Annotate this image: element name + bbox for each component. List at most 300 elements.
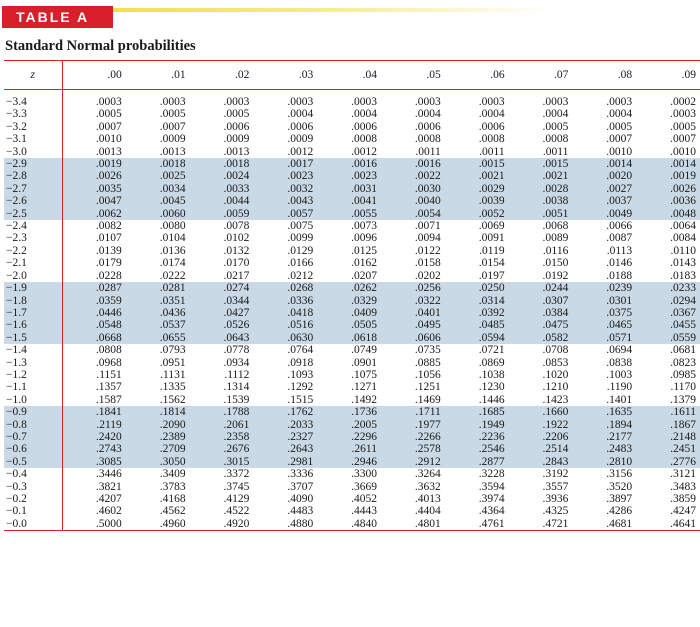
probability-cell: .0011 bbox=[415, 145, 441, 158]
probability-cell: .0708 bbox=[542, 344, 569, 357]
probability-cell: .0062 bbox=[62, 208, 126, 220]
probability-table-container bbox=[4, 60, 700, 531]
probability-cell: .0367 bbox=[636, 307, 700, 319]
probability-cell: .0174 bbox=[159, 257, 186, 270]
probability-cell: .1922 bbox=[509, 419, 573, 431]
probability-cell: .0749 bbox=[351, 344, 377, 357]
probability-cell: .1788 bbox=[190, 406, 254, 418]
table-row bbox=[4, 518, 700, 530]
probability-cell: .1038 bbox=[478, 368, 505, 381]
probability-cell: .0016 bbox=[381, 158, 445, 170]
table-row bbox=[4, 108, 700, 120]
standard-normal-table bbox=[4, 61, 700, 530]
probability-cell: .0934 bbox=[223, 356, 250, 369]
probability-cell: .0202 bbox=[414, 269, 441, 282]
z-value-cell: −0.5 bbox=[4, 456, 62, 468]
probability-cell: .0019 bbox=[636, 170, 700, 182]
probability-cell: .0721 bbox=[478, 344, 505, 357]
probability-cell: .4325 bbox=[542, 505, 569, 518]
probability-cell: .0505 bbox=[317, 319, 381, 331]
column-header: .06 bbox=[445, 61, 509, 90]
probability-cell: .1379 bbox=[670, 393, 696, 406]
probability-cell: .0606 bbox=[381, 332, 445, 344]
probability-cell: .0233 bbox=[636, 282, 700, 294]
probability-cell: .0918 bbox=[287, 356, 314, 369]
probability-cell: .1210 bbox=[542, 381, 569, 394]
probability-cell: .0011 bbox=[542, 145, 569, 158]
probability-cell: .0004 bbox=[287, 108, 314, 121]
probability-cell: .4364 bbox=[478, 505, 505, 518]
probability-cell: .0537 bbox=[126, 319, 190, 331]
probability-cell: .0004 bbox=[542, 108, 569, 121]
probability-cell: .2389 bbox=[126, 431, 190, 443]
probability-cell: .0022 bbox=[381, 170, 445, 182]
probability-cell: .0465 bbox=[572, 319, 636, 331]
probability-cell: .3897 bbox=[606, 493, 633, 505]
table-tag: TABLE A bbox=[2, 6, 113, 28]
probability-cell: .0006 bbox=[287, 120, 314, 133]
probability-cell: .2546 bbox=[445, 443, 509, 455]
probability-cell: .0694 bbox=[606, 344, 633, 357]
table-row bbox=[4, 468, 700, 480]
probability-cell: .0006 bbox=[223, 120, 250, 133]
probability-cell: .4286 bbox=[606, 505, 633, 518]
probability-cell: .0051 bbox=[509, 208, 573, 220]
probability-cell: .5000 bbox=[95, 517, 122, 530]
probability-cell: .3015 bbox=[190, 456, 254, 468]
probability-cell: .0031 bbox=[317, 183, 381, 195]
z-value-cell: −0.0 bbox=[4, 518, 62, 530]
probability-cell: .0162 bbox=[351, 257, 377, 270]
probability-cell: .3483 bbox=[670, 480, 696, 493]
probability-cell: .2206 bbox=[509, 431, 573, 443]
z-value-cell: −1.8 bbox=[4, 295, 62, 307]
probability-cell: .0008 bbox=[542, 133, 569, 146]
probability-cell: .0968 bbox=[95, 356, 122, 369]
probability-cell: .0008 bbox=[414, 133, 441, 146]
z-value-cell: −3.2 bbox=[4, 121, 62, 133]
table-row bbox=[4, 208, 700, 220]
probability-cell: .0146 bbox=[606, 257, 633, 270]
probability-cell: .0375 bbox=[572, 307, 636, 319]
probability-cell: .3446 bbox=[95, 468, 122, 481]
probability-cell: .0078 bbox=[223, 220, 250, 233]
probability-cell: .2912 bbox=[381, 456, 445, 468]
probability-cell: .0021 bbox=[445, 170, 509, 182]
probability-cell: .0005 bbox=[670, 120, 696, 133]
probability-cell: .0059 bbox=[190, 208, 254, 220]
column-header: .03 bbox=[253, 61, 317, 90]
probability-cell: .0011 bbox=[479, 145, 505, 158]
probability-cell: .0222 bbox=[159, 269, 186, 282]
table-row bbox=[4, 146, 700, 158]
probability-cell: .0102 bbox=[223, 232, 250, 245]
probability-cell: .2148 bbox=[636, 431, 700, 443]
table-row bbox=[4, 232, 700, 244]
probability-cell: .1335 bbox=[159, 381, 186, 394]
probability-cell: .0071 bbox=[414, 220, 441, 233]
probability-cell: .2033 bbox=[253, 419, 317, 431]
probability-cell: .0436 bbox=[126, 307, 190, 319]
probability-cell: .2709 bbox=[126, 443, 190, 455]
probability-cell: .4090 bbox=[287, 493, 314, 505]
column-header: .02 bbox=[190, 61, 254, 90]
probability-cell: .0043 bbox=[253, 195, 317, 207]
probability-cell: .2578 bbox=[381, 443, 445, 455]
table-row bbox=[4, 158, 700, 170]
probability-cell: .0015 bbox=[509, 158, 573, 170]
probability-cell: .0401 bbox=[381, 307, 445, 319]
probability-cell: .3632 bbox=[414, 480, 441, 493]
table-row bbox=[4, 183, 700, 195]
probability-cell: .2611 bbox=[317, 443, 381, 455]
probability-cell: .0618 bbox=[317, 332, 381, 344]
probability-cell: .0004 bbox=[606, 108, 633, 121]
probability-cell: .0207 bbox=[351, 269, 377, 282]
column-header: .09 bbox=[636, 61, 700, 90]
probability-cell: .4483 bbox=[287, 505, 314, 518]
probability-cell: .0344 bbox=[190, 295, 254, 307]
probability-cell: .0418 bbox=[253, 307, 317, 319]
probability-cell: .0064 bbox=[670, 220, 696, 233]
probability-cell: .1949 bbox=[445, 419, 509, 431]
probability-cell: .0143 bbox=[670, 257, 696, 270]
table-row bbox=[4, 406, 700, 418]
probability-cell: .0015 bbox=[445, 158, 509, 170]
probability-cell: .0007 bbox=[670, 133, 696, 146]
z-value-cell: −2.4 bbox=[4, 220, 62, 232]
z-value-cell: −1.3 bbox=[4, 357, 62, 369]
probability-cell: .3300 bbox=[351, 468, 377, 481]
probability-cell: .0110 bbox=[670, 244, 696, 257]
probability-cell: .0446 bbox=[62, 307, 126, 319]
probability-cell: .0003 bbox=[414, 96, 441, 108]
probability-cell: .2676 bbox=[190, 443, 254, 455]
table-row bbox=[4, 357, 700, 369]
probability-cell: .0013 bbox=[223, 145, 250, 158]
probability-cell: .2358 bbox=[190, 431, 254, 443]
probability-cell: .3821 bbox=[95, 480, 122, 493]
z-value-cell: −1.5 bbox=[4, 332, 62, 344]
probability-cell: .3707 bbox=[287, 480, 314, 493]
z-value-cell: −2.5 bbox=[4, 208, 62, 220]
probability-cell: .0004 bbox=[414, 108, 441, 121]
probability-cell: .0287 bbox=[62, 282, 126, 294]
probability-cell: .1112 bbox=[224, 368, 250, 381]
probability-cell: .0951 bbox=[159, 356, 186, 369]
probability-cell: .1003 bbox=[606, 368, 633, 381]
probability-cell: .0045 bbox=[126, 195, 190, 207]
probability-cell: .0154 bbox=[478, 257, 505, 270]
probability-cell: .2776 bbox=[636, 456, 700, 468]
probability-cell: .4052 bbox=[351, 493, 377, 505]
probability-cell: .0630 bbox=[253, 332, 317, 344]
probability-cell: .3594 bbox=[478, 480, 505, 493]
probability-cell: .4207 bbox=[95, 493, 122, 505]
probability-cell: .0006 bbox=[478, 120, 505, 133]
probability-cell: .0668 bbox=[62, 332, 126, 344]
z-value-cell: −0.6 bbox=[4, 443, 62, 455]
probability-cell: .1562 bbox=[159, 393, 186, 406]
probability-cell: .2177 bbox=[572, 431, 636, 443]
probability-cell: .1357 bbox=[95, 381, 122, 394]
z-value-cell: −3.4 bbox=[4, 96, 62, 108]
probability-cell: .1841 bbox=[62, 406, 126, 418]
probability-cell: .0006 bbox=[414, 120, 441, 133]
probability-cell: .0007 bbox=[159, 120, 186, 133]
probability-cell: .0004 bbox=[351, 108, 377, 121]
table-row bbox=[4, 270, 700, 282]
probability-cell: .3085 bbox=[62, 456, 126, 468]
probability-cell: .0047 bbox=[62, 195, 126, 207]
table-row bbox=[4, 344, 700, 356]
probability-cell: .0228 bbox=[95, 269, 122, 282]
probability-cell: .0030 bbox=[381, 183, 445, 195]
probability-cell: .0158 bbox=[414, 257, 441, 270]
probability-cell: .4681 bbox=[606, 517, 633, 530]
z-value-cell: −0.7 bbox=[4, 431, 62, 443]
z-value-cell: −3.3 bbox=[4, 108, 62, 120]
probability-cell: .0853 bbox=[542, 356, 569, 369]
probability-cell: .2327 bbox=[253, 431, 317, 443]
z-value-cell: −1.7 bbox=[4, 307, 62, 319]
probability-cell: .1736 bbox=[317, 406, 381, 418]
probability-cell: .3228 bbox=[478, 468, 505, 481]
probability-cell: .0735 bbox=[414, 344, 441, 357]
probability-cell: .0096 bbox=[351, 232, 377, 245]
probability-cell: .2296 bbox=[317, 431, 381, 443]
probability-cell: .0012 bbox=[287, 145, 314, 158]
probability-cell: .3336 bbox=[287, 468, 314, 481]
probability-cell: .0009 bbox=[159, 133, 186, 146]
z-value-cell: −0.3 bbox=[4, 481, 62, 493]
z-value-cell: −2.0 bbox=[4, 270, 62, 282]
probability-cell: .1020 bbox=[542, 368, 569, 381]
probability-cell: .0778 bbox=[223, 344, 250, 357]
probability-cell: .0764 bbox=[287, 344, 314, 357]
probability-cell: .0526 bbox=[190, 319, 254, 331]
table-banner bbox=[0, 6, 700, 30]
probability-cell: .0016 bbox=[317, 158, 381, 170]
probability-cell: .4168 bbox=[159, 493, 186, 505]
probability-cell: .1492 bbox=[351, 393, 377, 406]
probability-cell: .1539 bbox=[223, 393, 250, 406]
probability-cell: .0409 bbox=[317, 307, 381, 319]
probability-cell: .2743 bbox=[62, 443, 126, 455]
probability-cell: .0170 bbox=[223, 257, 250, 270]
probability-cell: .0548 bbox=[62, 319, 126, 331]
z-value-cell: −2.1 bbox=[4, 257, 62, 269]
probability-cell: .0021 bbox=[509, 170, 573, 182]
probability-cell: .3409 bbox=[159, 468, 186, 481]
column-header: .05 bbox=[381, 61, 445, 90]
probability-cell: .0003 bbox=[351, 96, 377, 108]
probability-cell: .4840 bbox=[351, 517, 377, 530]
probability-cell: .0003 bbox=[606, 96, 633, 108]
probability-cell: .2005 bbox=[317, 419, 381, 431]
z-value-cell: −0.2 bbox=[4, 493, 62, 505]
probability-cell: .0197 bbox=[478, 269, 505, 282]
probability-cell: .0052 bbox=[445, 208, 509, 220]
probability-cell: .2119 bbox=[62, 419, 126, 431]
probability-cell: .0166 bbox=[287, 257, 314, 270]
probability-cell: .0113 bbox=[606, 244, 633, 257]
probability-cell: .3121 bbox=[670, 468, 696, 481]
probability-cell: .0013 bbox=[95, 145, 122, 158]
probability-cell: .2946 bbox=[317, 456, 381, 468]
probability-cell: .0013 bbox=[159, 145, 186, 158]
probability-cell: .0023 bbox=[317, 170, 381, 182]
probability-cell: .0122 bbox=[414, 244, 441, 257]
probability-cell: .0087 bbox=[606, 232, 633, 245]
probability-cell: .3050 bbox=[126, 456, 190, 468]
z-value-cell: −1.9 bbox=[4, 282, 62, 294]
probability-cell: .0014 bbox=[636, 158, 700, 170]
column-header: .01 bbox=[126, 61, 190, 90]
probability-cell: .0301 bbox=[572, 295, 636, 307]
probability-cell: .0485 bbox=[445, 319, 509, 331]
probability-cell: .0336 bbox=[253, 295, 317, 307]
table-row bbox=[4, 96, 700, 108]
probability-cell: .0089 bbox=[542, 232, 569, 245]
z-value-cell: −2.2 bbox=[4, 245, 62, 257]
decorative-gold-bar bbox=[113, 8, 553, 12]
z-column-header: z bbox=[4, 61, 62, 90]
probability-cell: .0073 bbox=[351, 220, 377, 233]
table-title: Standard Normal probabilities bbox=[5, 38, 196, 54]
probability-cell: .4641 bbox=[670, 517, 696, 530]
probability-cell: .0823 bbox=[670, 356, 696, 369]
probability-cell: .3859 bbox=[670, 493, 696, 505]
probability-cell: .0129 bbox=[287, 244, 314, 257]
probability-cell: .1814 bbox=[126, 406, 190, 418]
probability-cell: .0048 bbox=[636, 208, 700, 220]
probability-cell: .1423 bbox=[542, 393, 569, 406]
probability-cell: .0038 bbox=[509, 195, 573, 207]
probability-cell: .1894 bbox=[572, 419, 636, 431]
probability-cell: .0119 bbox=[479, 244, 505, 257]
probability-cell: .3520 bbox=[606, 480, 633, 493]
probability-cell: .0005 bbox=[606, 120, 633, 133]
table-row bbox=[4, 307, 700, 319]
probability-cell: .0107 bbox=[95, 232, 122, 245]
probability-cell: .2061 bbox=[190, 419, 254, 431]
probability-cell: .1075 bbox=[351, 368, 377, 381]
probability-cell: .0099 bbox=[287, 232, 314, 245]
probability-cell: .4247 bbox=[670, 505, 696, 518]
probability-cell: .0901 bbox=[351, 356, 377, 369]
probability-cell: .0192 bbox=[542, 269, 569, 282]
table-row bbox=[4, 481, 700, 493]
z-value-cell: −3.1 bbox=[4, 133, 62, 145]
probability-cell: .0003 bbox=[478, 96, 505, 108]
probability-cell: .3669 bbox=[351, 480, 377, 493]
table-row bbox=[4, 319, 700, 331]
table-body bbox=[4, 90, 700, 531]
table-row bbox=[4, 133, 700, 145]
probability-cell: .0005 bbox=[95, 108, 122, 121]
probability-cell: .0594 bbox=[445, 332, 509, 344]
probability-cell: .0655 bbox=[126, 332, 190, 344]
probability-cell: .0322 bbox=[381, 295, 445, 307]
probability-cell: .0003 bbox=[670, 108, 696, 121]
probability-cell: .0262 bbox=[317, 282, 381, 294]
probability-cell: .2483 bbox=[572, 443, 636, 455]
probability-cell: .0018 bbox=[190, 158, 254, 170]
probability-cell: .0027 bbox=[572, 183, 636, 195]
table-row bbox=[4, 195, 700, 207]
z-value-cell: −1.1 bbox=[4, 381, 62, 393]
table-row bbox=[4, 245, 700, 257]
z-value-cell: −2.8 bbox=[4, 170, 62, 182]
probability-cell: .0136 bbox=[159, 244, 186, 257]
probability-cell: .0026 bbox=[62, 170, 126, 182]
probability-cell: .0007 bbox=[606, 133, 633, 146]
probability-cell: .1711 bbox=[381, 406, 445, 418]
probability-cell: .0039 bbox=[445, 195, 509, 207]
probability-cell: .3192 bbox=[542, 468, 569, 481]
z-value-cell: −0.9 bbox=[4, 406, 62, 418]
probability-cell: .2643 bbox=[253, 443, 317, 455]
table-row bbox=[4, 220, 700, 232]
probability-cell: .1093 bbox=[287, 368, 314, 381]
probability-cell: .4761 bbox=[478, 517, 505, 530]
probability-cell: .0040 bbox=[381, 195, 445, 207]
probability-cell: .0082 bbox=[95, 220, 122, 233]
probability-cell: .0014 bbox=[572, 158, 636, 170]
probability-cell: .4443 bbox=[351, 505, 377, 518]
probability-cell: .0475 bbox=[509, 319, 573, 331]
probability-cell: .0024 bbox=[190, 170, 254, 182]
z-value-cell: −0.4 bbox=[4, 468, 62, 480]
probability-cell: .0217 bbox=[223, 269, 250, 282]
table-row bbox=[4, 282, 700, 294]
probability-cell: .0003 bbox=[95, 96, 122, 108]
probability-cell: .1446 bbox=[478, 393, 505, 406]
probability-cell: .0023 bbox=[253, 170, 317, 182]
probability-cell: .0005 bbox=[223, 108, 250, 121]
probability-cell: .0084 bbox=[670, 232, 696, 245]
probability-cell: .3264 bbox=[414, 468, 441, 481]
probability-cell: .0582 bbox=[509, 332, 573, 344]
probability-cell: .2090 bbox=[126, 419, 190, 431]
table-row bbox=[4, 443, 700, 455]
probability-cell: .0035 bbox=[62, 183, 126, 195]
z-value-cell: −2.3 bbox=[4, 232, 62, 244]
probability-cell: .0055 bbox=[317, 208, 381, 220]
probability-cell: .0008 bbox=[351, 133, 377, 146]
column-header: .08 bbox=[572, 61, 636, 90]
probability-cell: .2877 bbox=[445, 456, 509, 468]
probability-cell: .0183 bbox=[670, 269, 696, 282]
probability-cell: .4129 bbox=[223, 493, 250, 505]
table-row bbox=[4, 295, 700, 307]
probability-cell: .0250 bbox=[445, 282, 509, 294]
table-row bbox=[4, 381, 700, 393]
probability-cell: .0179 bbox=[95, 257, 122, 270]
probability-cell: .0029 bbox=[445, 183, 509, 195]
probability-cell: .0274 bbox=[190, 282, 254, 294]
probability-cell: .2810 bbox=[572, 456, 636, 468]
table-row bbox=[4, 431, 700, 443]
probability-cell: .4562 bbox=[159, 505, 186, 518]
probability-cell: .1314 bbox=[223, 381, 250, 394]
z-value-cell: −0.1 bbox=[4, 505, 62, 517]
probability-cell: .0020 bbox=[572, 170, 636, 182]
probability-cell: .0004 bbox=[478, 108, 505, 121]
probability-cell: .0066 bbox=[606, 220, 633, 233]
probability-cell: .2420 bbox=[62, 431, 126, 443]
